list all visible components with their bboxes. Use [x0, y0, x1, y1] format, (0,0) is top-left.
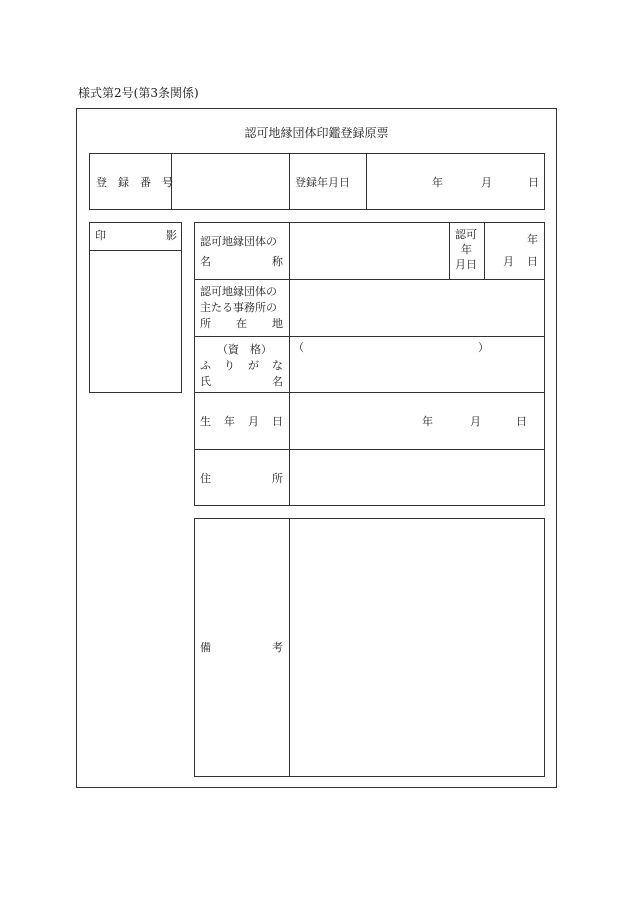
- representative-name-field[interactable]: [290, 358, 544, 391]
- approval-date-year: 年: [527, 233, 538, 246]
- birthdate-char-1: 生: [200, 415, 211, 428]
- office-label-3c: 地: [272, 317, 283, 330]
- qualification-paren-open: （: [293, 341, 304, 354]
- birthdate-char-2: 年: [224, 415, 235, 428]
- org-name-label-a: 名: [200, 255, 211, 268]
- furigana-char-2: り: [224, 359, 235, 372]
- org-name-field[interactable]: [290, 223, 448, 278]
- registration-number-field[interactable]: [172, 154, 288, 209]
- birthdate-year: 年: [422, 415, 433, 428]
- birthdate-char-4: 日: [272, 415, 283, 428]
- furigana-char-3: が: [248, 359, 259, 372]
- registration-date-field[interactable]: [367, 154, 544, 209]
- org-name-label-line1: 認可地縁団体の: [200, 235, 277, 248]
- office-address-field[interactable]: [290, 280, 544, 335]
- office-label-line1: 認可地縁団体の: [200, 285, 277, 298]
- seal-impression-area[interactable]: [90, 251, 181, 392]
- registration-date-label: 登録年月日: [295, 176, 350, 189]
- birthdate-field[interactable]: [290, 393, 544, 448]
- furigana-char-1: ふ: [200, 359, 211, 372]
- qualification-paren-close: ）: [478, 341, 489, 354]
- form-title: 認可地縁団体印鑑登録原票: [244, 126, 389, 140]
- office-label-line2: 主たる事務所の: [200, 301, 277, 314]
- registration-date-day: 日: [528, 176, 539, 189]
- address-label-b: 所: [272, 472, 283, 485]
- seal-impression-label-a: 印: [95, 229, 106, 242]
- furigana-char-4: な: [272, 359, 283, 372]
- qualification-field[interactable]: [305, 340, 475, 356]
- name-label-a: 氏: [200, 375, 211, 388]
- remarks-label-b: 考: [272, 641, 283, 654]
- registration-number-label: 登 録 番 号: [96, 176, 173, 189]
- registration-date-year: 年: [432, 176, 443, 189]
- org-name-label-b: 称: [272, 255, 283, 268]
- office-label-3a: 所: [200, 317, 211, 330]
- approval-date-day: 日: [527, 255, 538, 268]
- name-label-b: 名: [272, 375, 283, 388]
- birthdate-day: 日: [516, 415, 527, 428]
- address-label-a: 住: [200, 472, 211, 485]
- approval-date-label-1: 認可: [455, 228, 477, 241]
- qualification-label: （資 格）: [217, 343, 272, 356]
- birthdate-char-3: 月: [248, 415, 259, 428]
- remarks-field[interactable]: [290, 519, 544, 776]
- remarks-label-a: 備: [200, 641, 211, 654]
- approval-date-label-2: 年: [461, 243, 472, 256]
- seal-impression-label-b: 影: [166, 229, 177, 242]
- address-field[interactable]: [290, 450, 544, 505]
- approval-date-month: 月: [503, 255, 514, 268]
- office-label-3b: 在: [236, 317, 247, 330]
- registration-date-month: 月: [481, 176, 492, 189]
- approval-date-field[interactable]: [485, 223, 544, 278]
- birthdate-month: 月: [470, 415, 481, 428]
- approval-date-label-3: 月日: [455, 258, 477, 271]
- form-number-header: 様式第2号(第3条関係): [78, 86, 199, 100]
